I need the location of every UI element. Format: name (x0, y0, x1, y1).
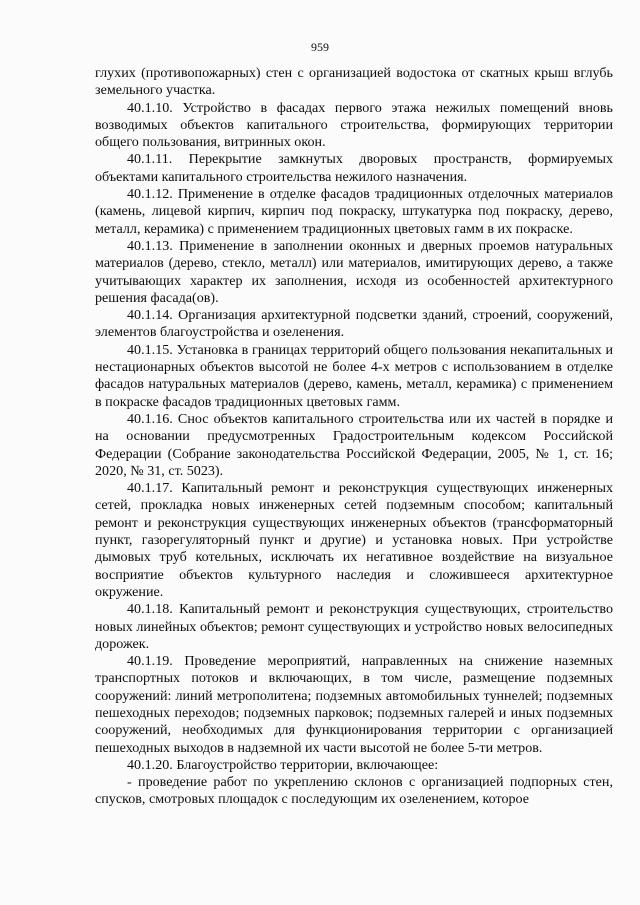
paragraph-40-1-11: 40.1.11. Перекрытие замкнутых дворовых пространств, формируемых объектами капитального строительства нежилого назначения. (95, 151, 613, 185)
page-number: 959 (311, 40, 329, 54)
paragraph-40-1-14: 40.1.14. Организация архитектурной подсветки зданий, строений, сооружений, элементов благоустройства и озеленения. (95, 307, 613, 341)
paragraph-40-1-19: 40.1.19. Проведение мероприятий, направленных на снижение наземных транспортных потоков и включающих, в том числе, размещение подземных сооружений: линий метрополитена; подземных автомобильных туннелей; подземных пешеходных переходов; подземных парковок; подземных галерей и иных подземных сооружений, необходимых для функционирования территории с организацией пешеходных выходов в надземной их части высотой не более 5-ти метров. (95, 653, 613, 756)
paragraph-40-1-17: 40.1.17. Капитальный ремонт и реконструкция существующих инженерных сетей, прокладка новых инженерных сетей подземным способом; капитальный ремонт и реконструкция существующих инженерных объектов (трансформаторный пункт, газорегуляторный пункт и другие) и установка новых. При устройстве дымовых труб котельных, исключать их негативное воздействие на визуальное восприятие объектов культурного наследия и сложившееся архитектурное окружение. (95, 480, 613, 600)
paragraph-40-1-18: 40.1.18. Капитальный ремонт и реконструкция существующих, строительство новых линейных объектов; ремонт существующих и устройство новых велосипедных дорожек. (95, 601, 613, 652)
paragraph-40-1-13: 40.1.13. Применение в заполнении оконных и дверных проемов натуральных материалов (дерево, стекло, металл) или материалов, имитирующих дерево, а также учитывающих характер их заполнения, исходя из особенностей архитектурного решения фасада(ов). (95, 237, 613, 306)
paragraph-40-1-12: 40.1.12. Применение в отделке фасадов традиционных отделочных материалов (камень, лицевой кирпич, кирпич под покраску, штукатурка под покраску, дерево, металл, керамика) с применением традиционных цветовых гамм в их покраске. (95, 186, 613, 237)
paragraph-list-item: - проведение работ по укреплению склонов с организацией подпорных стен, спусков, смотровых площадок с последующим их озеленением, которое (95, 774, 613, 808)
paragraph-40-1-16: 40.1.16. Снос объектов капитального строительства или их частей в порядке и на основании предусмотренных Градостроительным кодексом Российской Федерации (Собрание законодательства Российской Федерации, 2005, № 1, ст. 16; 2020, № 31, ст. 5023). (95, 410, 613, 479)
paragraph-continuation: глухих (противопожарных) стен с организацией водостока от скатных крыш вглубь земельного участка. (95, 65, 613, 99)
paragraph-40-1-15: 40.1.15. Установка в границах территорий общего пользования некапитальных и нестационарных объектов высотой не более 4-х метров с использованием в отделке фасадов натуральных материалов (дерево, камень, металл, керамика) с применением в покраске фасадов традиционных цветовых гамм. (95, 341, 613, 410)
paragraph-40-1-20: 40.1.20. Благоустройство территории, включающее: (127, 756, 439, 773)
paragraph-40-1-10: 40.1.10. Устройство в фасадах первого этажа нежилых помещений вновь возводимых объектов капитального строительства, формирующих территории общего пользования, витринных окон. (95, 99, 613, 151)
document-body (95, 65, 613, 809)
